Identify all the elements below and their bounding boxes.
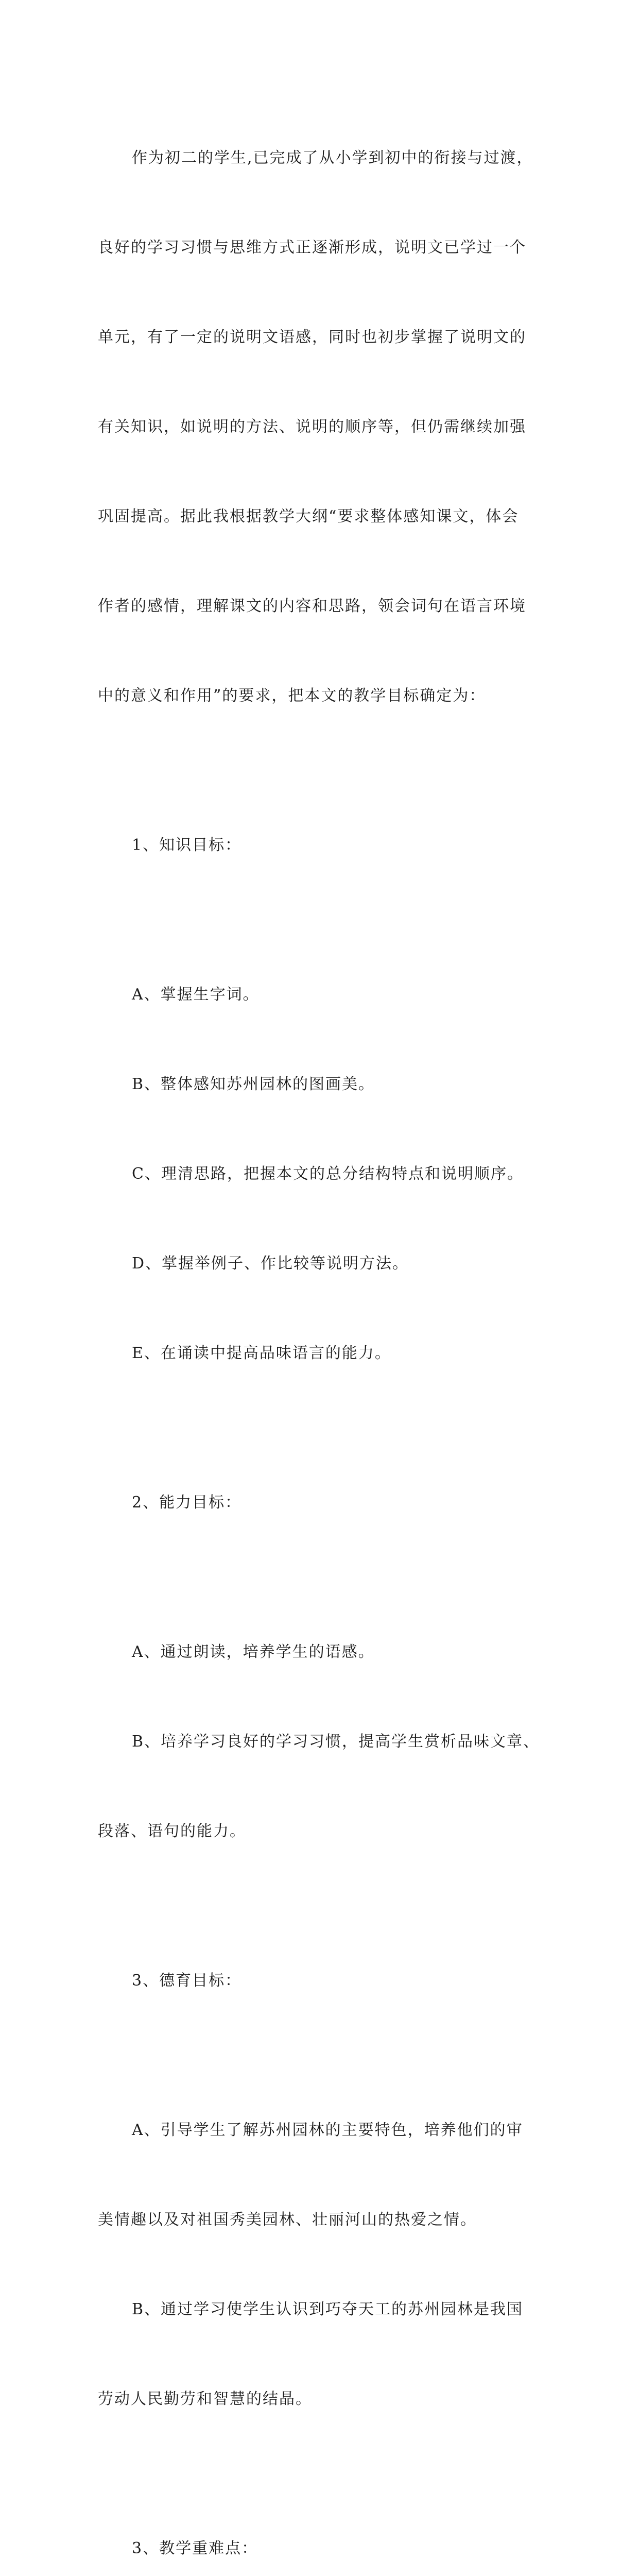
moral-heading: 3、德育目标：: [132, 1972, 242, 1990]
list-item: E、在诵读中提高品味语言的能力。: [132, 1344, 391, 1362]
ability-list: [98, 1578, 551, 1906]
text-line: 巩固提高。据此我根据教学大纲“要求整体感知课文，体会: [98, 507, 519, 526]
list-item: A、通过朗读，培养学生的语感。: [132, 1643, 375, 1661]
list-item-continuation: 段落、语句的能力。: [98, 1822, 246, 1840]
text-line: 作者的感情，理解课文的内容和思路，领会词句在语言环境: [98, 597, 526, 615]
text-line: 有关知识，如说明的方法、说明的顺序等，但仍需继续加强: [98, 418, 526, 436]
list-item-continuation: 劳动人民勤劳和智慧的结晶。: [98, 2390, 312, 2408]
list-item: D、掌握举例子、作比较等说明方法。: [132, 1255, 409, 1273]
text-line: 作为初二的学生,已完成了从小学到初中的衔接与过渡，: [132, 149, 533, 167]
difficulty-heading: 3、教学重难点：: [132, 2539, 258, 2557]
list-item: A、引导学生了解苏州园林的主要特色，培养他们的审: [132, 2121, 523, 2139]
list-item: C、理清思路，把握本文的总分结构特点和说明顺序。: [132, 1165, 524, 1183]
text-line: 单元，有了一定的说明文语感，同时也初步掌握了说明文的: [98, 328, 526, 346]
knowledge-list: [98, 920, 551, 1428]
text-line: 中的意义和作用”的要求，把本文的教学目标确定为：: [98, 687, 486, 705]
intro-paragraph: [98, 83, 551, 771]
text-line: 良好的学习习惯与思维方式正逐渐形成，说明文已学过一个: [98, 239, 526, 257]
moral-list: [98, 2056, 551, 2474]
knowledge-heading: 1、知识目标：: [132, 836, 242, 854]
list-item: B、通过学习使学生认识到巧夺天工的苏州园林是我国: [132, 2300, 524, 2318]
list-item: B、整体感知苏州园林的图画美。: [132, 1075, 375, 1093]
list-item: A、掌握生字词。: [132, 986, 260, 1004]
document-body: [98, 83, 551, 2576]
ability-heading: 2、能力目标：: [132, 1494, 242, 1512]
list-item-continuation: 美情趣以及对祖国秀美园林、壮丽河山的热爱之情。: [98, 2211, 477, 2229]
list-item: B、培养学习良好的学习习惯，提高学生赏析品味文章、: [132, 1733, 540, 1751]
